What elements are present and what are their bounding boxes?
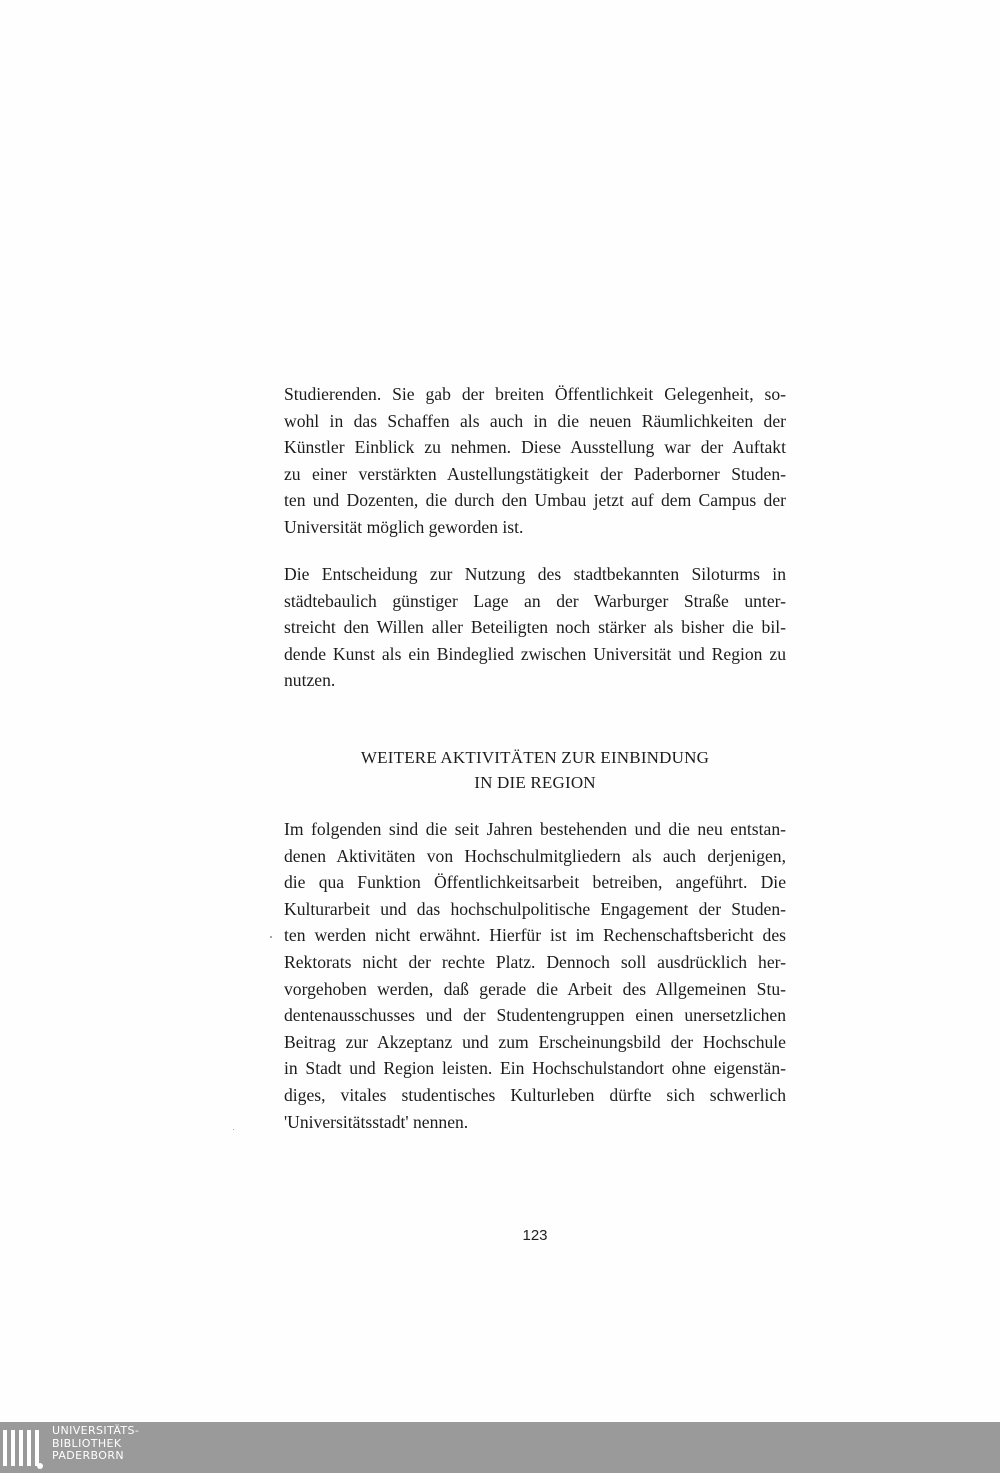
text-line: streicht den Willen aller Beteiligten noch stärker als bisher die bil- xyxy=(284,617,786,638)
heading-line-1: WEITERE AKTIVITÄTEN ZUR EINBINDUNG xyxy=(360,748,710,767)
text-line: zu einer verstärkten Austellungstätigkeit der Paderborner Studen- xyxy=(284,463,786,484)
text-line: denen Aktivitäten von Hochschulmitgliedern als auch derjenigen, xyxy=(284,845,786,866)
text-line: Universität möglich geworden ist. xyxy=(284,516,524,537)
logo-line-1: UNIVERSITÄTS- xyxy=(52,1424,140,1437)
text-line: vorgehoben werden, daß gerade die Arbeit des Allgemeinen Stu- xyxy=(284,978,786,999)
text-line: Künstler Einblick zu nehmen. Diese Ausstellung war der Auftakt xyxy=(284,437,786,458)
logo-line-2: BIBLIOTHEK xyxy=(52,1436,122,1450)
paragraph-2 xyxy=(284,561,786,694)
text-line: die qua Funktion Öffentlichkeitsarbeit betreiben, angeführt. Die xyxy=(284,872,786,893)
library-footer-bar xyxy=(0,1422,1000,1473)
text-line: Rektorats nicht der rechte Platz. Dennoch soll ausdrücklich her- xyxy=(284,951,786,972)
text-line: dentenausschusses und der Studentengruppen einen unersetzlichen xyxy=(284,1005,786,1026)
text-line: Beitrag zur Akzeptanz und zum Erscheinungsbild der Hochschule xyxy=(284,1031,786,1052)
text-line: Kulturarbeit und das hochschulpolitische Engagement der Studen- xyxy=(284,898,786,919)
text-line: ten werden nicht erwähnt. Hierfür ist im Rechenschaftsbericht des xyxy=(284,925,786,946)
text-line: Im folgenden sind die seit Jahren bestehenden und die neu entstan- xyxy=(284,819,786,839)
heading-line-2: IN DIE REGION xyxy=(474,773,596,792)
text-line: in Stadt und Region leisten. Ein Hochschulstandort ohne eigenstän- xyxy=(284,1058,786,1079)
library-logo-text xyxy=(52,1425,139,1463)
text-line: diges, vitales studentisches Kulturleben dürfte sich schwerlich xyxy=(284,1084,786,1105)
text-line: wohl in das Schaffen als auch in die neuen Räumlichkeiten der xyxy=(284,410,786,431)
scan-speck xyxy=(270,936,272,938)
logo-line-3: PADERBORN xyxy=(52,1449,125,1462)
text-line: ten und Dozenten, die durch den Umbau jetzt auf dem Campus der xyxy=(284,490,786,511)
library-logo-icon xyxy=(3,1430,39,1466)
text-line: städtebaulich günstiger Lage an der Warburger Straße unter- xyxy=(284,590,786,611)
paragraph-1 xyxy=(284,381,786,541)
section-heading xyxy=(284,745,786,795)
scan-speck xyxy=(233,1129,234,1130)
text-line: nutzen. xyxy=(284,670,336,691)
text-line: Die Entscheidung zur Nutzung des stadtbekannten Siloturms in xyxy=(284,564,786,584)
text-line: dende Kunst als ein Bindeglied zwischen Universität und Region zu xyxy=(284,643,786,664)
text-line: Studierenden. Sie gab der breiten Öffentlichkeit Gelegenheit, so- xyxy=(284,384,786,404)
paragraph-3 xyxy=(284,816,786,1135)
text-line: 'Universitätsstadt' nennen. xyxy=(284,1111,469,1132)
page-number: 123 xyxy=(522,1227,548,1244)
library-logo-dot-icon xyxy=(37,1463,43,1469)
